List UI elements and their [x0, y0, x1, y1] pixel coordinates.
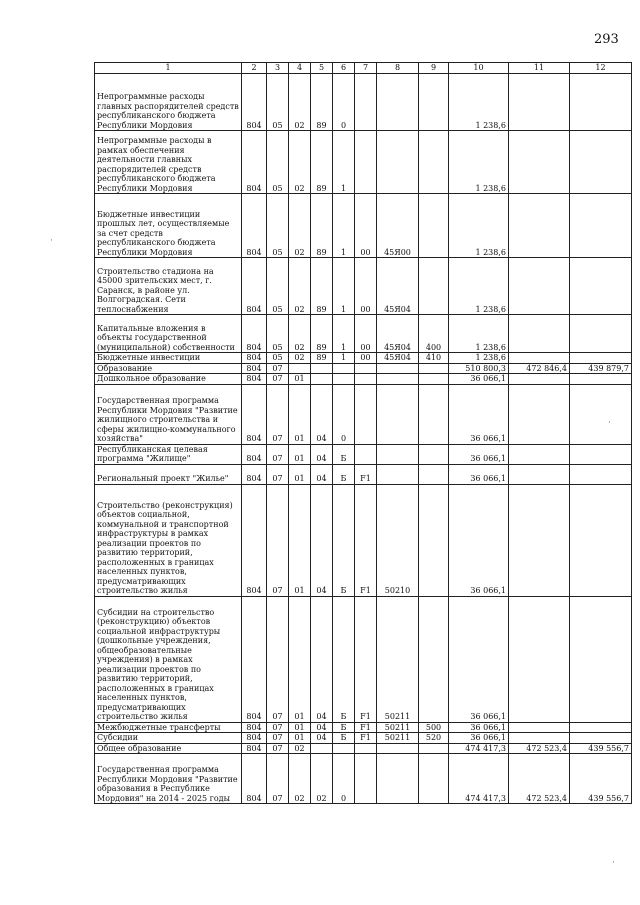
- row-name-cell: Непрограммные расходы главных распорядителей средств республиканского бюджета Республики Мордовия: [95, 74, 242, 131]
- cell-col-7: F1: [355, 722, 377, 733]
- cell-col-11: [509, 384, 570, 444]
- cell-col-8: [377, 444, 419, 464]
- row-name-cell: Общее образование: [95, 743, 242, 754]
- cell-col-3: 07: [267, 743, 289, 754]
- cell-col-6: Б: [333, 722, 355, 733]
- cell-col-11: [509, 464, 570, 484]
- cell-col-10: 36 066,1: [449, 444, 509, 464]
- cell-col-8: 50211: [377, 596, 419, 722]
- cell-col-8: [377, 754, 419, 804]
- cell-col-2: 804: [242, 74, 267, 131]
- cell-col-9: [419, 464, 449, 484]
- cell-col-12: [570, 444, 632, 464]
- cell-col-12: [570, 131, 632, 194]
- cell-col-4: 02: [289, 131, 311, 194]
- cell-col-8: [377, 743, 419, 754]
- cell-col-5: 04: [311, 733, 333, 744]
- row-name-cell: Государственная программа Республики Мордовия "Развитие жилищного строительства и сферы жилищно-коммунального хозяйства": [95, 384, 242, 444]
- cell-col-5: 04: [311, 384, 333, 444]
- table-row: [95, 743, 632, 754]
- cell-col-8: 45Я04: [377, 353, 419, 364]
- cell-col-11: [509, 596, 570, 722]
- cell-col-11: [509, 374, 570, 385]
- cell-col-8: 45Я04: [377, 258, 419, 315]
- cell-col-7: [355, 444, 377, 464]
- table-row: [95, 374, 632, 385]
- cell-col-9: [419, 131, 449, 194]
- row-name-cell: Субсидии: [95, 733, 242, 744]
- cell-col-5: [311, 363, 333, 374]
- cell-col-9: 410: [419, 353, 449, 364]
- table-row: [95, 596, 632, 722]
- header-row: [95, 63, 632, 74]
- cell-col-3: 07: [267, 374, 289, 385]
- column-header: 1: [95, 63, 242, 74]
- column-header: 2: [242, 63, 267, 74]
- cell-col-8: [377, 363, 419, 374]
- cell-col-5: 04: [311, 444, 333, 464]
- cell-col-9: [419, 444, 449, 464]
- row-name-cell: Субсидии на строительство (реконструкцию) объектов социальной инфраструктуры (дошкольные учреждения, общеобразовательные учреждения) в рамках реализации проектов по развитию территорий, расположенных в границах населенных пунктов, предусматривающих строительство жилья: [95, 596, 242, 722]
- scan-speck: ·: [608, 418, 611, 428]
- cell-col-9: [419, 484, 449, 596]
- cell-col-5: [311, 374, 333, 385]
- cell-col-4: 01: [289, 484, 311, 596]
- cell-col-7: [355, 384, 377, 444]
- cell-col-10: 36 066,1: [449, 384, 509, 444]
- cell-col-12: [570, 315, 632, 353]
- cell-col-2: 804: [242, 363, 267, 374]
- cell-col-5: 89: [311, 315, 333, 353]
- cell-col-2: 804: [242, 754, 267, 804]
- cell-col-5: 89: [311, 74, 333, 131]
- column-header: 6: [333, 63, 355, 74]
- column-header: 5: [311, 63, 333, 74]
- table-row: [95, 315, 632, 353]
- scan-speck: ·: [612, 858, 615, 868]
- cell-col-9: 400: [419, 315, 449, 353]
- cell-col-6: 1: [333, 258, 355, 315]
- cell-col-8: [377, 464, 419, 484]
- cell-col-6: Б: [333, 464, 355, 484]
- cell-col-5: 04: [311, 464, 333, 484]
- cell-col-8: 50210: [377, 484, 419, 596]
- cell-col-10: 36 066,1: [449, 733, 509, 744]
- cell-col-12: [570, 596, 632, 722]
- cell-col-6: 1: [333, 194, 355, 258]
- cell-col-10: 474 417,3: [449, 743, 509, 754]
- cell-col-7: 00: [355, 353, 377, 364]
- cell-col-7: 00: [355, 194, 377, 258]
- cell-col-6: Б: [333, 444, 355, 464]
- row-name-cell: Образование: [95, 363, 242, 374]
- cell-col-9: [419, 743, 449, 754]
- cell-col-10: 36 066,1: [449, 722, 509, 733]
- cell-col-2: 804: [242, 131, 267, 194]
- cell-col-12: 439 556,7: [570, 743, 632, 754]
- cell-col-7: F1: [355, 484, 377, 596]
- table-row: [95, 74, 632, 131]
- table-row: [95, 258, 632, 315]
- cell-col-3: 05: [267, 258, 289, 315]
- cell-col-10: 36 066,1: [449, 596, 509, 722]
- cell-col-8: [377, 74, 419, 131]
- cell-col-6: Б: [333, 733, 355, 744]
- cell-col-11: [509, 131, 570, 194]
- cell-col-11: 472 523,4: [509, 754, 570, 804]
- cell-col-5: 89: [311, 353, 333, 364]
- cell-col-5: [311, 743, 333, 754]
- cell-col-6: 1: [333, 131, 355, 194]
- table-row: [95, 194, 632, 258]
- table-row: [95, 363, 632, 374]
- cell-col-3: 07: [267, 754, 289, 804]
- cell-col-7: [355, 374, 377, 385]
- cell-col-4: 02: [289, 353, 311, 364]
- cell-col-7: [355, 74, 377, 131]
- cell-col-5: 89: [311, 258, 333, 315]
- cell-col-8: 50211: [377, 722, 419, 733]
- cell-col-3: 07: [267, 363, 289, 374]
- cell-col-11: [509, 484, 570, 596]
- cell-col-11: [509, 315, 570, 353]
- cell-col-6: [333, 363, 355, 374]
- column-header: 11: [509, 63, 570, 74]
- cell-col-4: 01: [289, 444, 311, 464]
- cell-col-7: [355, 131, 377, 194]
- cell-col-10: 36 066,1: [449, 484, 509, 596]
- table-row: [95, 131, 632, 194]
- cell-col-2: 804: [242, 353, 267, 364]
- cell-col-2: 804: [242, 743, 267, 754]
- cell-col-6: Б: [333, 484, 355, 596]
- cell-col-11: 472 846,4: [509, 363, 570, 374]
- column-header: 4: [289, 63, 311, 74]
- cell-col-7: F1: [355, 733, 377, 744]
- cell-col-9: [419, 374, 449, 385]
- cell-col-4: 02: [289, 74, 311, 131]
- cell-col-3: 07: [267, 596, 289, 722]
- cell-col-6: 0: [333, 384, 355, 444]
- table-row: [95, 722, 632, 733]
- cell-col-12: [570, 194, 632, 258]
- cell-col-8: 45Я00: [377, 194, 419, 258]
- cell-col-3: 05: [267, 315, 289, 353]
- cell-col-3: 07: [267, 464, 289, 484]
- cell-col-9: [419, 754, 449, 804]
- page-number: 293: [594, 32, 619, 47]
- table-row: [95, 754, 632, 804]
- cell-col-10: 36 066,1: [449, 464, 509, 484]
- cell-col-10: 1 238,6: [449, 258, 509, 315]
- row-name-cell: Бюджетные инвестиции: [95, 353, 242, 364]
- column-header: 8: [377, 63, 419, 74]
- cell-col-3: 05: [267, 74, 289, 131]
- cell-col-11: [509, 74, 570, 131]
- table-row: [95, 464, 632, 484]
- cell-col-8: 45Я04: [377, 315, 419, 353]
- cell-col-11: [509, 733, 570, 744]
- cell-col-9: [419, 363, 449, 374]
- cell-col-6: 1: [333, 353, 355, 364]
- table-row: [95, 444, 632, 464]
- cell-col-6: [333, 743, 355, 754]
- cell-col-3: 07: [267, 722, 289, 733]
- cell-col-4: 02: [289, 754, 311, 804]
- cell-col-9: [419, 596, 449, 722]
- row-name-cell: Строительство (реконструкция) объектов социальной, коммунальной и транспортной инфраструктуры в рамках реализации проектов по развитию территорий, расположенных в границах населенных пунктов, предусматривающих строительство жилья: [95, 484, 242, 596]
- cell-col-4: 01: [289, 722, 311, 733]
- cell-col-2: 804: [242, 484, 267, 596]
- cell-col-3: 05: [267, 131, 289, 194]
- cell-col-3: 07: [267, 384, 289, 444]
- cell-col-9: [419, 384, 449, 444]
- table-row: [95, 353, 632, 364]
- row-name-cell: Капитальные вложения в объекты государственной (муниципальной) собственности: [95, 315, 242, 353]
- row-name-cell: Бюджетные инвестиции прошлых лет, осуществляемые за счет средств республиканского бюджета Республики Мордовия: [95, 194, 242, 258]
- cell-col-8: [377, 374, 419, 385]
- cell-col-7: F1: [355, 464, 377, 484]
- cell-col-4: 01: [289, 384, 311, 444]
- cell-col-6: [333, 374, 355, 385]
- cell-col-10: 1 238,6: [449, 315, 509, 353]
- cell-col-4: 01: [289, 464, 311, 484]
- cell-col-10: 510 800,3: [449, 363, 509, 374]
- cell-col-12: 439 879,7: [570, 363, 632, 374]
- scan-speck: ·: [50, 236, 53, 246]
- cell-col-6: 0: [333, 74, 355, 131]
- table-row: [95, 384, 632, 444]
- table-row: [95, 484, 632, 596]
- cell-col-12: [570, 353, 632, 364]
- cell-col-7: 00: [355, 258, 377, 315]
- cell-col-2: 804: [242, 596, 267, 722]
- cell-col-7: F1: [355, 596, 377, 722]
- cell-col-4: 02: [289, 194, 311, 258]
- cell-col-9: [419, 194, 449, 258]
- cell-col-11: [509, 444, 570, 464]
- column-header: 3: [267, 63, 289, 74]
- cell-col-2: 804: [242, 722, 267, 733]
- cell-col-10: 36 066,1: [449, 374, 509, 385]
- cell-col-12: [570, 733, 632, 744]
- cell-col-4: 02: [289, 743, 311, 754]
- row-name-cell: Государственная программа Республики Мордовия "Развитие образования в Республике Мордовия" на 2014 - 2025 годы: [95, 754, 242, 804]
- cell-col-7: [355, 363, 377, 374]
- cell-col-9: 520: [419, 733, 449, 744]
- cell-col-2: 804: [242, 194, 267, 258]
- cell-col-10: 1 238,6: [449, 74, 509, 131]
- column-header: 12: [570, 63, 632, 74]
- row-name-cell: Непрограммные расходы в рамках обеспечения деятельности главных распорядителей средств республиканского бюджета Республики Мордовия: [95, 131, 242, 194]
- cell-col-12: 439 556,7: [570, 754, 632, 804]
- row-name-cell: Региональный проект "Жилье": [95, 464, 242, 484]
- cell-col-5: 89: [311, 131, 333, 194]
- cell-col-11: [509, 353, 570, 364]
- cell-col-3: 05: [267, 353, 289, 364]
- cell-col-5: 04: [311, 596, 333, 722]
- cell-col-12: [570, 258, 632, 315]
- row-name-cell: Дошкольное образование: [95, 374, 242, 385]
- cell-col-11: [509, 722, 570, 733]
- cell-col-12: [570, 722, 632, 733]
- row-name-cell: Строительство стадиона на 45000 зрительских мест, г. Саранск, в районе ул. Волгоградская. Сети теплоснабжения: [95, 258, 242, 315]
- table-body: [95, 74, 632, 804]
- column-header: 10: [449, 63, 509, 74]
- cell-col-4: [289, 363, 311, 374]
- cell-col-6: Б: [333, 596, 355, 722]
- cell-col-2: 804: [242, 384, 267, 444]
- cell-col-4: 01: [289, 374, 311, 385]
- cell-col-4: 01: [289, 733, 311, 744]
- column-header: 9: [419, 63, 449, 74]
- table-row: [95, 733, 632, 744]
- cell-col-7: 00: [355, 315, 377, 353]
- cell-col-2: 804: [242, 374, 267, 385]
- cell-col-9: 500: [419, 722, 449, 733]
- cell-col-10: 1 238,6: [449, 131, 509, 194]
- cell-col-10: 1 238,6: [449, 194, 509, 258]
- cell-col-4: 02: [289, 315, 311, 353]
- cell-col-8: 50211: [377, 733, 419, 744]
- cell-col-11: [509, 258, 570, 315]
- cell-col-11: [509, 194, 570, 258]
- row-name-cell: Межбюджетные трансферты: [95, 722, 242, 733]
- cell-col-5: 89: [311, 194, 333, 258]
- cell-col-6: 0: [333, 754, 355, 804]
- cell-col-2: 804: [242, 315, 267, 353]
- cell-col-2: 804: [242, 733, 267, 744]
- cell-col-12: [570, 484, 632, 596]
- cell-col-2: 804: [242, 444, 267, 464]
- budget-table: [94, 62, 632, 804]
- cell-col-4: 01: [289, 596, 311, 722]
- cell-col-10: 1 238,6: [449, 353, 509, 364]
- cell-col-7: [355, 754, 377, 804]
- cell-col-9: [419, 258, 449, 315]
- cell-col-4: 02: [289, 258, 311, 315]
- cell-col-3: 07: [267, 733, 289, 744]
- cell-col-12: [570, 374, 632, 385]
- column-header: 7: [355, 63, 377, 74]
- cell-col-8: [377, 131, 419, 194]
- cell-col-2: 804: [242, 464, 267, 484]
- cell-col-12: [570, 74, 632, 131]
- cell-col-11: 472 523,4: [509, 743, 570, 754]
- cell-col-3: 05: [267, 194, 289, 258]
- cell-col-7: [355, 743, 377, 754]
- cell-col-12: [570, 384, 632, 444]
- cell-col-5: 04: [311, 722, 333, 733]
- cell-col-5: 04: [311, 484, 333, 596]
- cell-col-2: 804: [242, 258, 267, 315]
- cell-col-10: 474 417,3: [449, 754, 509, 804]
- cell-col-6: 1: [333, 315, 355, 353]
- cell-col-9: [419, 74, 449, 131]
- cell-col-12: [570, 464, 632, 484]
- row-name-cell: Республиканская целевая программа "Жилище": [95, 444, 242, 464]
- cell-col-8: [377, 384, 419, 444]
- cell-col-3: 07: [267, 444, 289, 464]
- cell-col-5: 02: [311, 754, 333, 804]
- cell-col-3: 07: [267, 484, 289, 596]
